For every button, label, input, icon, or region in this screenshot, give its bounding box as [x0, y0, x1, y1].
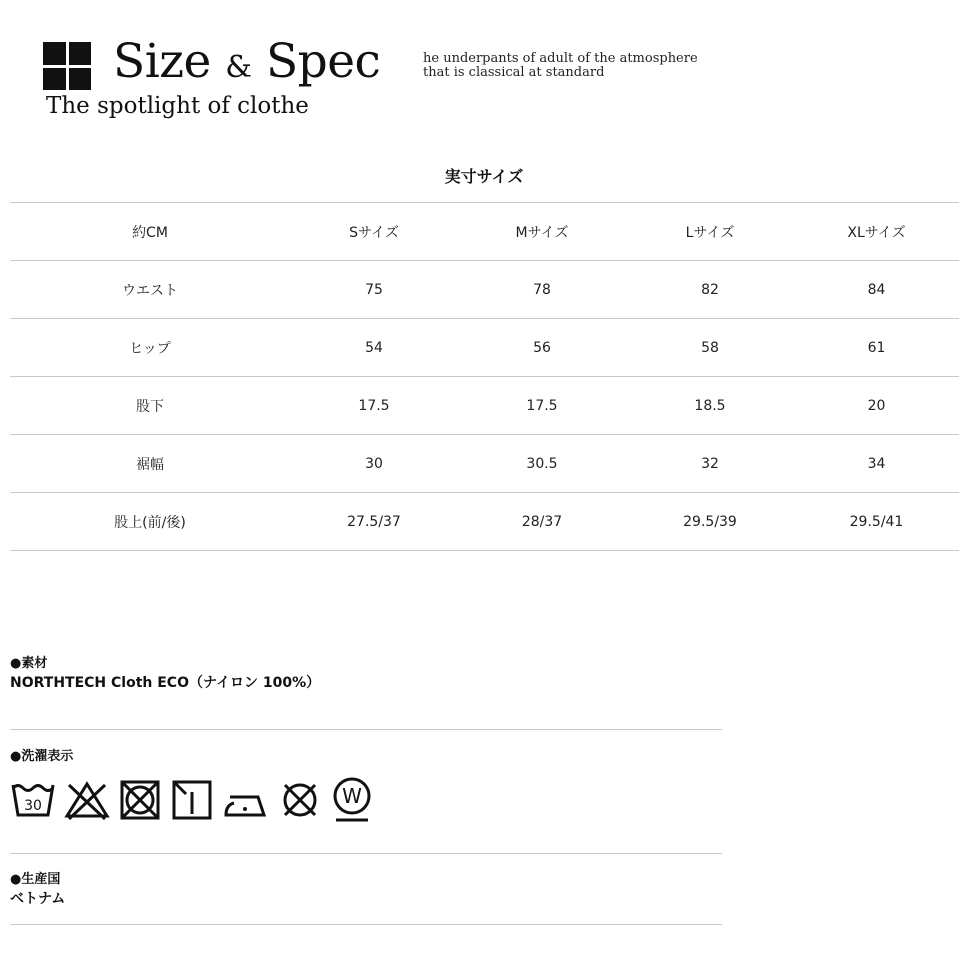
brand-title-amp: & [225, 50, 252, 85]
tagline [423, 52, 698, 80]
tagline-line-1: he underpants of adult of the atmosphere [423, 51, 698, 66]
divider [10, 729, 722, 730]
table-cell: 84 [794, 261, 959, 319]
size-table [10, 202, 959, 551]
wet-clean-letter: W [342, 784, 362, 808]
table-cell: 30 [290, 435, 458, 493]
table-header-cell: XLサイズ [794, 203, 959, 261]
brand-subtitle: The spotlight of clothe [46, 93, 309, 119]
row-label: 裾幅 [10, 435, 290, 493]
logo-mark [43, 42, 91, 90]
table-row [10, 435, 959, 493]
row-label: 股下 [10, 377, 290, 435]
no-bleach-icon [64, 779, 110, 821]
table-cell: 18.5 [626, 377, 794, 435]
table-cell: 82 [626, 261, 794, 319]
table-row [10, 261, 959, 319]
wet-clean-icon [330, 776, 374, 824]
material-value: NORTHTECH Cloth ECO（ナイロン 100%） [10, 675, 321, 691]
table-cell: 27.5/37 [290, 493, 458, 551]
tagline-line-2: that is classical at standard [423, 65, 605, 80]
row-label: ウエスト [10, 261, 290, 319]
table-cell: 28/37 [458, 493, 626, 551]
row-label: ヒップ [10, 319, 290, 377]
care-icons [10, 775, 374, 825]
origin-heading: ●生産国 [10, 872, 61, 887]
table-header-cell: 約CM [10, 203, 290, 261]
table-header-cell: Lサイズ [626, 203, 794, 261]
wash-temp-label: 30 [24, 798, 42, 814]
table-header-row [10, 203, 959, 261]
table-cell: 32 [626, 435, 794, 493]
table-cell: 20 [794, 377, 959, 435]
row-label: 股上(前/後) [10, 493, 290, 551]
table-cell: 75 [290, 261, 458, 319]
divider [10, 853, 722, 854]
table-header-cell: Mサイズ [458, 203, 626, 261]
material-heading: ●素材 [10, 656, 48, 671]
brand-title-spec: Spec [265, 34, 381, 89]
divider [10, 924, 722, 925]
iron-low-icon [222, 779, 270, 821]
line-dry-shade-icon [170, 779, 214, 821]
care-heading: ●洗濯表示 [10, 749, 74, 764]
table-row [10, 377, 959, 435]
table-row [10, 319, 959, 377]
table-header-cell: Sサイズ [290, 203, 458, 261]
wash-30-icon [10, 779, 56, 821]
table-row [10, 493, 959, 551]
brand-title [113, 34, 380, 89]
no-tumble-dry-icon [118, 779, 162, 821]
table-cell: 54 [290, 319, 458, 377]
no-dry-clean-icon [278, 779, 322, 821]
table-cell: 30.5 [458, 435, 626, 493]
table-cell: 29.5/39 [626, 493, 794, 551]
table-cell: 56 [458, 319, 626, 377]
table-title: 実寸サイズ [444, 167, 524, 186]
brand-title-size: Size [113, 34, 211, 89]
table-cell: 17.5 [290, 377, 458, 435]
table-cell: 34 [794, 435, 959, 493]
origin-value: ベトナム [10, 891, 66, 907]
table-cell: 17.5 [458, 377, 626, 435]
table-cell: 78 [458, 261, 626, 319]
table-cell: 58 [626, 319, 794, 377]
table-cell: 29.5/41 [794, 493, 959, 551]
table-cell: 61 [794, 319, 959, 377]
